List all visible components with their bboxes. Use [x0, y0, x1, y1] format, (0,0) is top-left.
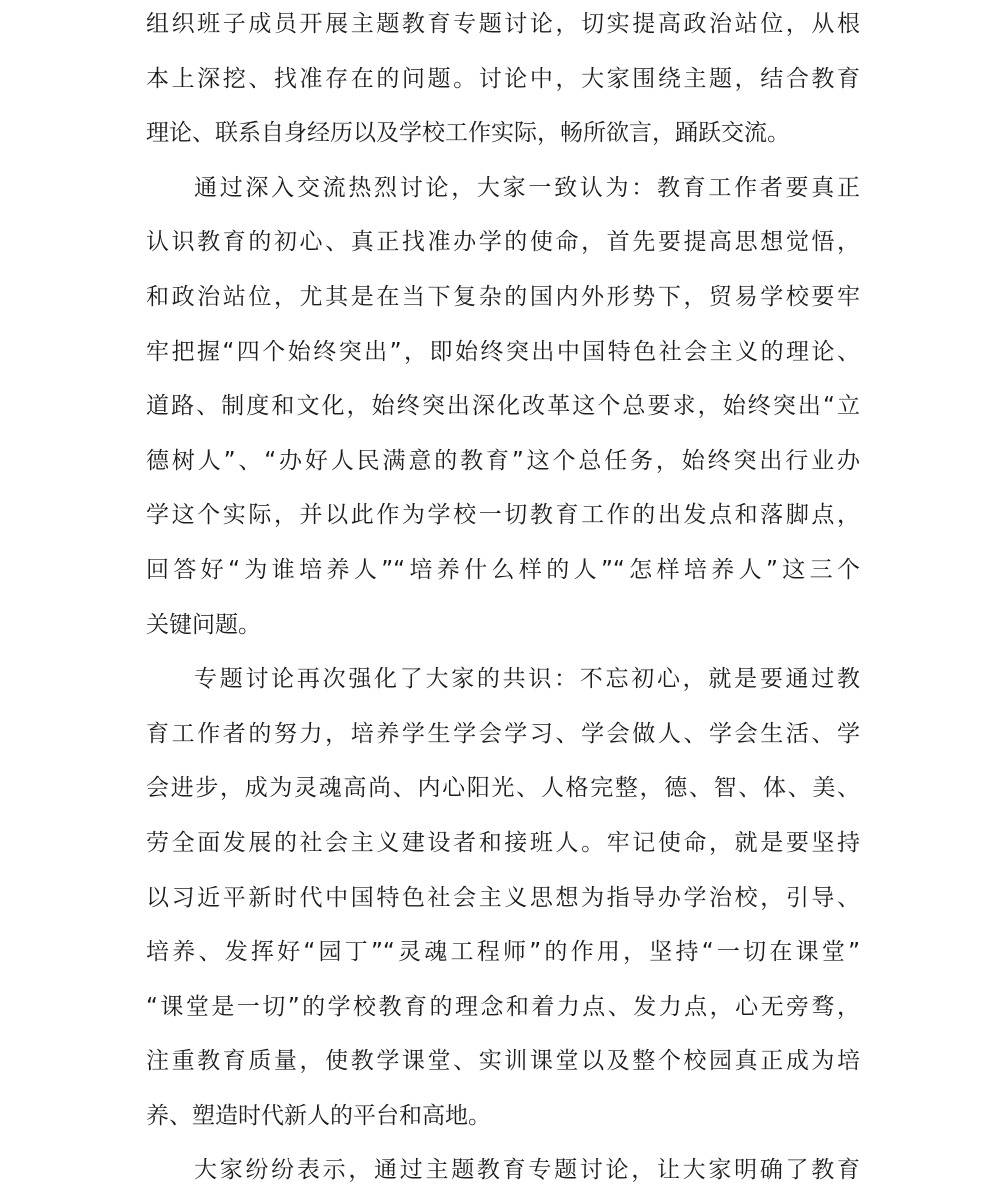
- paragraph: [146, 0, 860, 161]
- text-line: 培养、发挥好“园丁”“灵魂工程师”的作用，坚持“一切在课堂”: [146, 939, 860, 966]
- text-line: 回答好“为谁培养人”“培养什么样的人”“怎样培养人”这三个: [146, 556, 860, 583]
- text-line: 专题讨论再次强化了大家的共识：不忘初心，就是要通过教: [194, 666, 860, 693]
- text-line: 道路、制度和文化，始终突出深化改革这个总要求，始终突出“立: [146, 393, 860, 420]
- text-line: 养、塑造时代新人的平台和高地。: [146, 1102, 491, 1129]
- text-line: 理论、联系自身经历以及学校工作实际，畅所欲言，踊跃交流。: [146, 120, 790, 147]
- text-line: “课堂是一切”的学校教育的理念和着力点、发力点，心无旁骛，: [146, 993, 860, 1020]
- text-line: 组织班子成员开展主题教育专题讨论，切实提高政治站位，从根: [146, 11, 860, 37]
- text-line: 以习近平新时代中国特色社会主义思想为指导办学治校，引导、: [146, 884, 860, 911]
- text-line: 关键问题。: [146, 611, 261, 638]
- document-body: [146, 0, 860, 1198]
- text-line: 牢把握“四个始终突出”，即始终突出中国特色社会主义的理论、: [146, 338, 860, 365]
- text-line: 大家纷纷表示，通过主题教育专题讨论，让大家明确了教育: [194, 1157, 860, 1184]
- paragraph: [146, 1143, 860, 1198]
- text-line: 通过深入交流热烈讨论，大家一致认为：教育工作者要真正: [194, 174, 860, 201]
- text-line: 会进步，成为灵魂高尚、内心阳光、人格完整，德、智、体、美、: [146, 775, 860, 802]
- text-line: 育工作者的努力，培养学生学会学习、学会做人、学会生活、学: [146, 720, 860, 747]
- text-line: 本上深挖、找准存在的问题。讨论中，大家围绕主题，结合教育: [146, 65, 860, 92]
- text-line: 认识教育的初心、真正找准办学的使命，首先要提高思想觉悟，: [146, 229, 860, 256]
- paragraph: [146, 652, 860, 1143]
- text-line: 学这个实际，并以此作为学校一切教育工作的出发点和落脚点，: [146, 502, 860, 529]
- paragraph: [146, 161, 860, 652]
- text-line: 和政治站位，尤其是在当下复杂的国内外形势下，贸易学校要牢: [146, 283, 860, 310]
- text-line: 注重教育质量，使教学课堂、实训课堂以及整个校园真正成为培: [146, 1048, 860, 1075]
- text-line: 劳全面发展的社会主义建设者和接班人。牢记使命，就是要坚持: [146, 829, 860, 856]
- text-line: 德树人”、“办好人民满意的教育”这个总任务，始终突出行业办: [146, 447, 860, 474]
